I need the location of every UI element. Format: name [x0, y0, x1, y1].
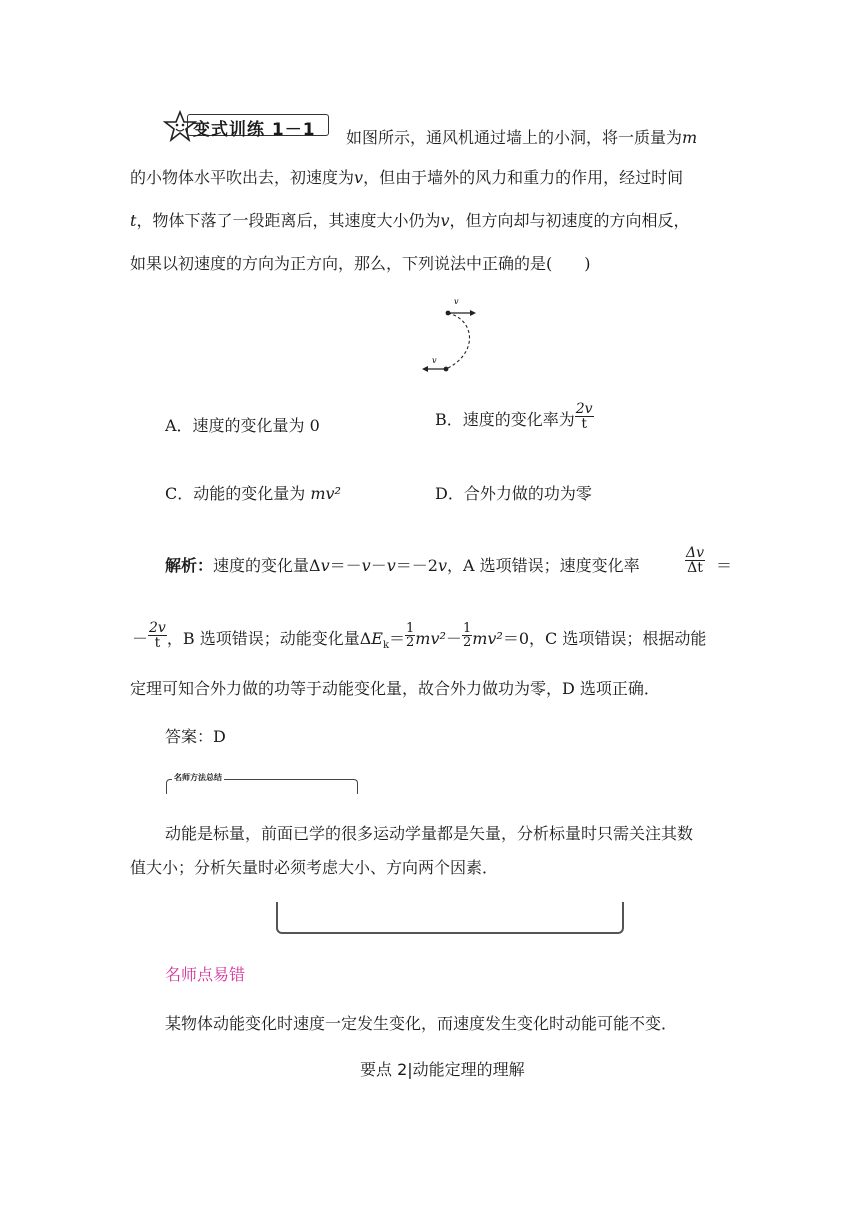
dashed-trajectory: [446, 313, 470, 369]
exercise-badge: [163, 112, 333, 140]
method-text-1: 动能是标量，前面已学的很多运动学量都是矢量，分析标量时只需关注其数: [165, 824, 694, 843]
option-a[interactable]: A．速度的变化量为 0: [165, 416, 320, 435]
errors-text: 某物体动能变化时速度一定发生变化，而速度发生变化时动能可能不变．: [165, 1014, 678, 1033]
exercise-line-4: 如果以初速度的方向为正方向，那么，下列说法中正确的是( ): [130, 254, 591, 273]
analysis-line-2: － $\frac{2v}{t}$ ，B 选项错误；动能变化量$\Delta E_k=$ $\frac{1}{2}$ mv²－ $\frac{1}{2}$ mv²＝0，C 选项错误；根据动能: [132, 620, 707, 652]
trajectory-figure: [418, 296, 480, 378]
velocity-label-bottom: v: [432, 356, 437, 365]
answer: 答案：D: [165, 727, 226, 746]
velocity-label-top: v: [454, 297, 459, 306]
exercise-line-3: t，物体下落了一段距离后，其速度大小仍为v，但方向却与初速度的方向相反，: [130, 211, 690, 230]
exercise-line-2: 的小物体水平吹出去，初速度为v，但由于墙外的风力和重力的作用，经过时间: [130, 168, 684, 187]
analysis-line-3: 定理可知合外力做的功等于动能变化量，故合外力做功为零，D 选项正确．: [130, 679, 660, 698]
rate-fraction: $\frac{\Delta v}{\Delta t}$: [686, 545, 705, 576]
badge-label: 变式训练 1－1: [193, 120, 316, 140]
option-d[interactable]: D．合外力做的功为零: [435, 484, 592, 503]
errors-title: 名师点易错: [165, 965, 246, 984]
option-c[interactable]: C．动能的变化量为 mv²: [165, 484, 341, 503]
analysis-line-1: 解析：速度的变化量Δv＝－v－v＝－2v，A 选项错误；速度变化率: [165, 556, 640, 575]
section-heading: 要点 2|动能定理的理解: [360, 1060, 525, 1079]
method-text-2: 值大小；分析矢量时必须考虑大小、方向两个因素．: [130, 858, 499, 877]
method-box-bottom-frame: [276, 902, 624, 934]
option-b[interactable]: B．速度的变化率为 $\frac{2v}{t}$: [435, 401, 593, 432]
method-box-title: 名师方法总结: [174, 773, 222, 782]
exercise-line-1: 如图所示，通风机通过墙上的小洞，将一质量为m: [346, 128, 698, 147]
equals-sign: ＝: [716, 556, 733, 575]
